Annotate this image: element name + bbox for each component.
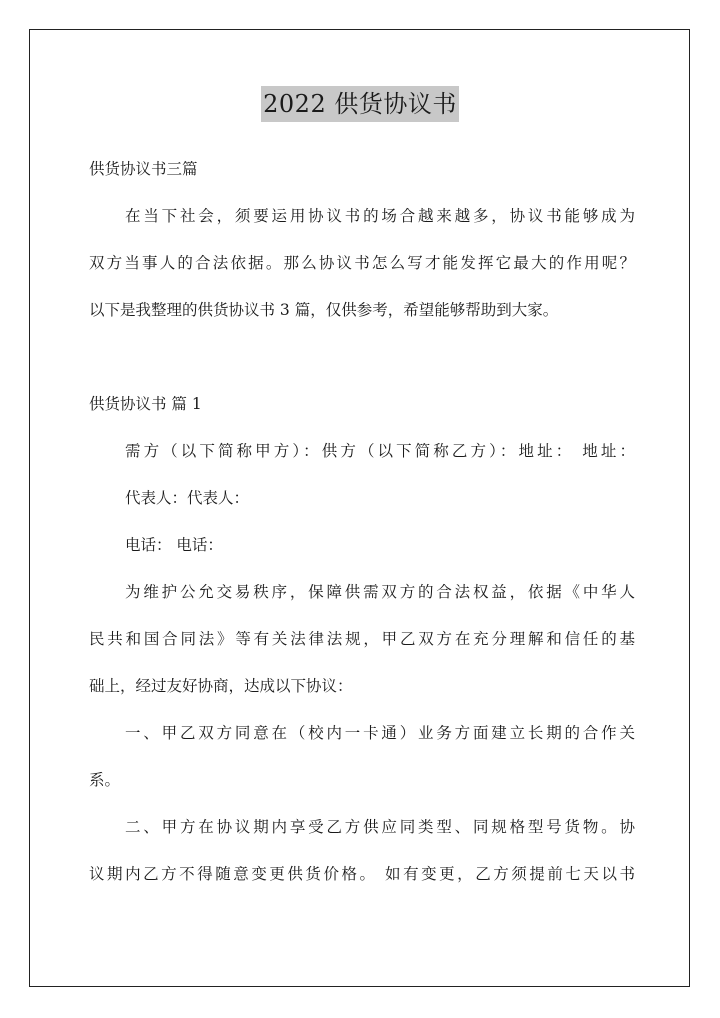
paragraph-line: 系。	[89, 771, 121, 789]
paragraph-line: 议期内乙方不得随意变更供货价格。 如有变更，乙方须提前七天以书	[89, 865, 635, 883]
document-body	[89, 146, 635, 898]
blank-line	[89, 334, 635, 381]
paragraph-line: 为维护公允交易秩序，保障供需双方的合法权益，依据《中华人	[125, 583, 635, 601]
title-container	[0, 86, 720, 122]
section-heading: 供货协议书三篇	[89, 160, 198, 178]
paragraph-line: 民共和国合同法》等有关法律法规，甲乙双方在充分理解和信任的基	[89, 630, 635, 648]
paragraph-line: 础上，经过友好协商，达成以下协议：	[89, 677, 353, 695]
paragraph-line: 二、甲方在协议期内享受乙方供应同类型、同规格型号货物。协	[125, 818, 635, 836]
paragraph-line: 代表人：代表人：	[125, 489, 250, 507]
paragraph-line: 电话： 电话：	[125, 536, 223, 554]
document-title: 2022 供货协议书	[261, 86, 459, 122]
paragraph-line: 以下是我整理的供货协议书 3 篇，仅供参考，希望能够帮助到大家。	[89, 301, 559, 319]
paragraph-line: 双方当事人的合法依据。那么协议书怎么写才能发挥它最大的作用呢？	[89, 254, 635, 272]
paragraph-line: 一、甲乙双方同意在（校内一卡通）业务方面建立长期的合作关	[125, 724, 635, 742]
paragraph-line: 在当下社会，须要运用协议书的场合越来越多，协议书能够成为	[125, 207, 635, 225]
section-heading: 供货协议书 篇 1	[89, 395, 202, 413]
paragraph-line: 需方（以下简称甲方）：供方（以下简称乙方）：地址： 地址：	[125, 442, 635, 460]
